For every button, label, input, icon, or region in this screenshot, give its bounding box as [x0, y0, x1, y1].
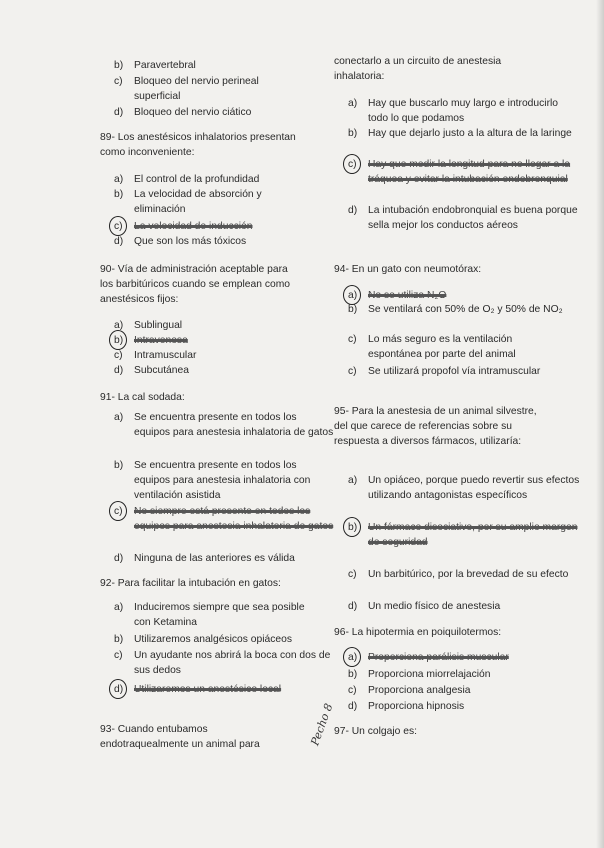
- page-edge-shadow: [596, 0, 604, 848]
- q94-option-c: c) Lo más seguro es la ventilación espontánea por parte del animal: [348, 334, 516, 360]
- q95-option-d: d) Un medio físico de anestesia: [348, 601, 501, 612]
- q93-option-c: c) Hay que medir la longitud para no llegar a la tráquea y evitar la intubación endobronquial: [334, 157, 583, 187]
- question-94: 94- En un gato con neumotórax:: [334, 264, 482, 275]
- question-93-continued: conectarlo a un circuito de anestesia inhalatoria:: [334, 56, 502, 82]
- handwritten-margin-note: Pecho 8: [308, 701, 336, 748]
- q96-option-d: d) Proporciona hipnosis: [348, 701, 465, 712]
- q91-option-b: b) Se encuentra presente en todos los equipos para anestesia inhalatoria con ventilación asistida: [114, 460, 311, 501]
- q95-option-a: a) Un opiáceo, porque puedo revertir sus efectos utilizando antagonistas específicos: [348, 475, 580, 501]
- question-96: 96- La hipotermia en poiquilotermos:: [334, 627, 502, 638]
- q94-option-a: a) No se utiliza N₂O: [334, 288, 583, 303]
- question-93: 93- Cuando entubamos endotraquealmente un animal para: [100, 724, 260, 750]
- question-95: 95- Para la anestesia de un animal silvestre, del que carece de referencias sobre su respuesta a diversos fármacos, utilizaría:: [334, 406, 537, 447]
- q90-option-b: b) Intravenosa: [100, 333, 339, 348]
- question-90: 90- Vía de administración aceptable para los barbitúricos cuando se emplean como anestésicos fijos:: [100, 264, 291, 305]
- q90-option-d: d) Subcutánea: [114, 365, 189, 376]
- q88-option-d: d) Bloqueo del nervio ciático: [114, 107, 252, 118]
- q92-option-b: b) Utilizaremos analgésicos opiáceos: [114, 634, 292, 645]
- question-97: 97- Un colgajo es:: [334, 726, 417, 737]
- q92-option-a: a) Induciremos siempre que sea posible con Ketamina: [114, 602, 305, 628]
- q95-option-c: c) Un barbitúrico, por la brevedad de su efecto: [348, 569, 569, 580]
- question-92: 92- Para facilitar la intubación en gatos:: [100, 578, 281, 589]
- question-89: 89- Los anestésicos inhalatorios presentan como inconveniente:: [100, 132, 296, 158]
- q95-option-b: b) Un fármaco disociativo, por su amplio margen de seguridad: [334, 520, 583, 550]
- q89-option-a: a) El control de la profundidad: [114, 174, 260, 185]
- q92-option-c: c) Un ayudante nos abrirá la boca con dos de sus dedos: [114, 650, 331, 676]
- q92-option-d: d) Utilizaremos un anestésico local: [100, 682, 314, 697]
- q93-option-a: a) Hay que buscarlo muy largo e introducirlo todo lo que podamos: [348, 98, 559, 124]
- question-91: 91- La cal sodada:: [100, 392, 185, 403]
- q89-option-b: b) La velocidad de absorción y eliminación: [114, 189, 262, 215]
- q88-option-b: b) Paravertebral: [114, 60, 196, 71]
- q94-option-c2: c) Se utilizará propofol vía intramuscular: [348, 366, 541, 377]
- q90-option-c: c) Intramuscular: [114, 350, 197, 361]
- q89-option-c: c) La velocidad de inducción: [100, 219, 339, 234]
- q91-option-c: c) No siempre está presente en todos los equipos para anestesia inhalatoria de gatos: [100, 504, 334, 534]
- q96-option-b: b) Proporciona miorrelajación: [348, 669, 491, 680]
- q96-option-c: c) Proporciona analgesia: [348, 685, 471, 696]
- q96-option-a: a) Proporciona parálisis muscular: [334, 650, 583, 665]
- q89-option-d: d) Que son los más tóxicos: [114, 236, 247, 247]
- q91-option-d: d) Ninguna de las anteriores es válida: [114, 553, 295, 564]
- q93-option-d: d) La intubación endobronquial es buena porque sella mejor los conductos aéreos: [348, 205, 578, 231]
- q90-option-a: a) Sublingual: [114, 320, 183, 331]
- q91-option-a: a) Se encuentra presente en todos los equipos para anestesia inhalatoria de gatos: [114, 412, 334, 438]
- q88-option-c: c) Bloqueo del nervio perineal superficial: [114, 76, 259, 102]
- q93-option-b: b) Hay que dejarlo justo a la altura de la laringe: [348, 128, 572, 139]
- q94-option-b: b) Se ventilará con 50% de O₂ y 50% de NO₂: [348, 304, 563, 315]
